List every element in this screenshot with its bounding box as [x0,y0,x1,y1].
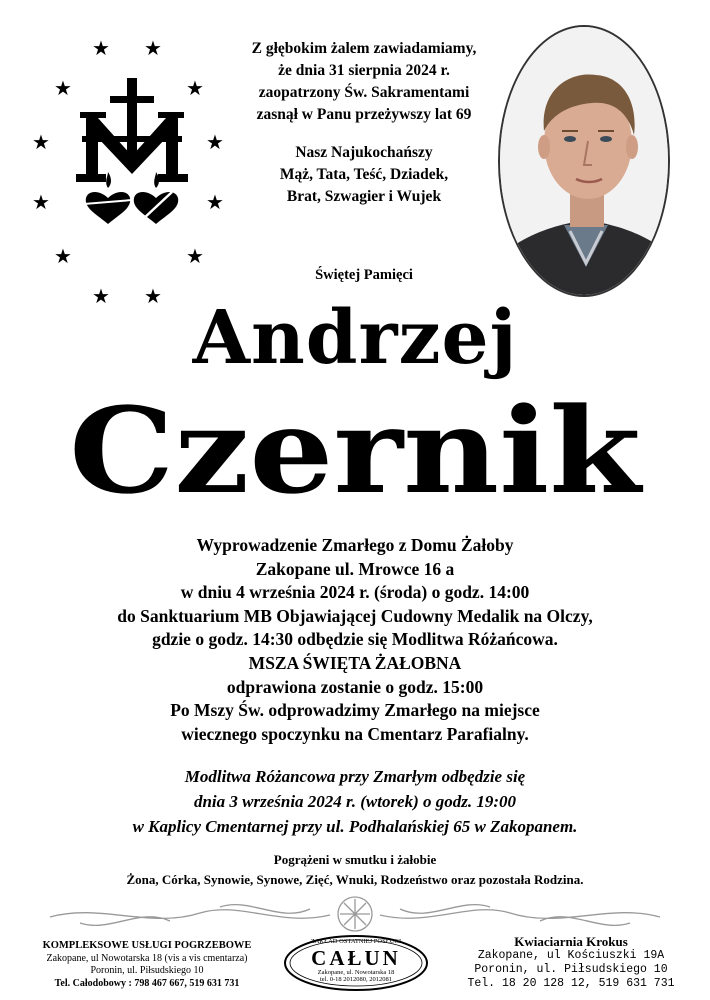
star-icon: ★ [144,284,162,308]
rosary-line: Modlitwa Różancowa przy Zmarłym odbędzie się [184,767,526,786]
ornament-divider [40,893,670,935]
relation-line: Nasz Najukochańszy [295,144,433,161]
rosary-line: dnia 3 września 2024 r. (wtorek) o godz. 19:00 [193,792,517,811]
relation-line: Mąż, Tata, Teść, Dziadek, [279,166,449,183]
logo-subtitle: ZAKŁAD OSTATNIEJ POSŁUGI [310,938,402,945]
footer-left-line: Poronin, ul. Piłsudskiego 10 [90,965,204,976]
star-icon: ★ [206,190,224,214]
funeral-services-contact [12,940,282,990]
star-icon: ★ [186,244,204,268]
funeral-line: MSZA ŚWIĘTA ŻAŁOBNA [248,652,462,673]
funeral-line: Po Mszy Św. odprowadzimy Zmarłego na miejsce [170,700,540,721]
funeral-line: Wyprowadzenie Zmarłego z Domu Żałoby [196,535,514,555]
star-icon: ★ [144,36,162,60]
star-icon: ★ [32,130,50,154]
portrait-photo [498,25,670,297]
relation-line: Brat, Szwagier i Wujek [286,188,442,205]
florist-name: Kwiaciarnia Krokus [514,934,628,949]
calun-logo [282,933,430,993]
mourners-heading: Pogrążeni w smutku i żałobie [273,852,437,867]
logo-phone: tel. 0-18 2012080, 2012081 [319,976,393,983]
funeral-line: do Sanktuarium MB Objawiającej Cudowny Medalik na Olczy, [117,605,593,626]
footer-right-line: Poronin, ul. Piłsudskiego 10 [474,963,668,976]
footer-right-line: Tel. 18 20 128 12, 519 631 731 [467,977,675,990]
in-memory-heading: Świętej Pamięci [315,267,413,283]
funeral-details [0,534,710,746]
miraculous-medal-monogram-icon [72,74,192,274]
logo-address: Zakopane, ul. Nowotarska 18 [317,969,395,976]
star-icon: ★ [54,76,72,100]
announcement-text [228,38,500,208]
star-icon: ★ [92,284,110,308]
intro-line: Z głębokim żalem zawiadamiamy, [251,40,477,57]
florist-contact [440,935,702,991]
deceased-first-name: Andrzej [192,295,518,381]
star-icon: ★ [92,36,110,60]
star-icon: ★ [206,130,224,154]
funeral-line: wiecznego spoczynku na Cmentarz Parafialny. [181,723,529,744]
funeral-line: gdzie o godz. 14:30 odbędzie się Modlitwa Różańcowa. [152,629,558,650]
funeral-line: Zakopane ul. Mrowce 16 a [255,558,455,579]
footer-left-line: Zakopane, ul Nowotarska 18 (vis a vis cmentarza) [46,952,248,964]
intro-line: zaopatrzony Św. Sakramentami [258,84,470,101]
rosary-prayer-info [0,764,710,839]
intro-line: że dnia 31 sierpnia 2024 r. [278,62,450,79]
footer-left-line: Tel. Całodobowy : 798 467 667, 519 631 731 [54,977,240,989]
footer-right-line: Zakopane, ul Kościuszki 19A [477,949,665,962]
funeral-line: w dniu 4 września 2024 r. (środa) o godz. 14:00 [180,582,530,603]
rosary-line: w Kaplicy Cmentarnej przy ul. Podhalańskiej 65 w Zakopanem. [132,817,578,836]
star-icon: ★ [186,76,204,100]
deceased-surname: Czernik [69,381,641,520]
funeral-line: odprawiona zostanie o godz. 15:00 [226,676,484,697]
intro-line: zasnął w Panu przeżywszy lat 69 [256,106,472,123]
star-icon: ★ [32,190,50,214]
logo-name: CAŁUN [311,946,401,970]
mourners [0,850,710,890]
mourners-list: Żona, Córka, Synowie, Synowe, Zięć, Wnuki, Rodzeństwo oraz pozostała Rodzina. [126,872,584,887]
star-icon: ★ [54,244,72,268]
footer-left-line: KOMPLEKSOWE USŁUGI POGRZEBOWE [42,940,252,951]
